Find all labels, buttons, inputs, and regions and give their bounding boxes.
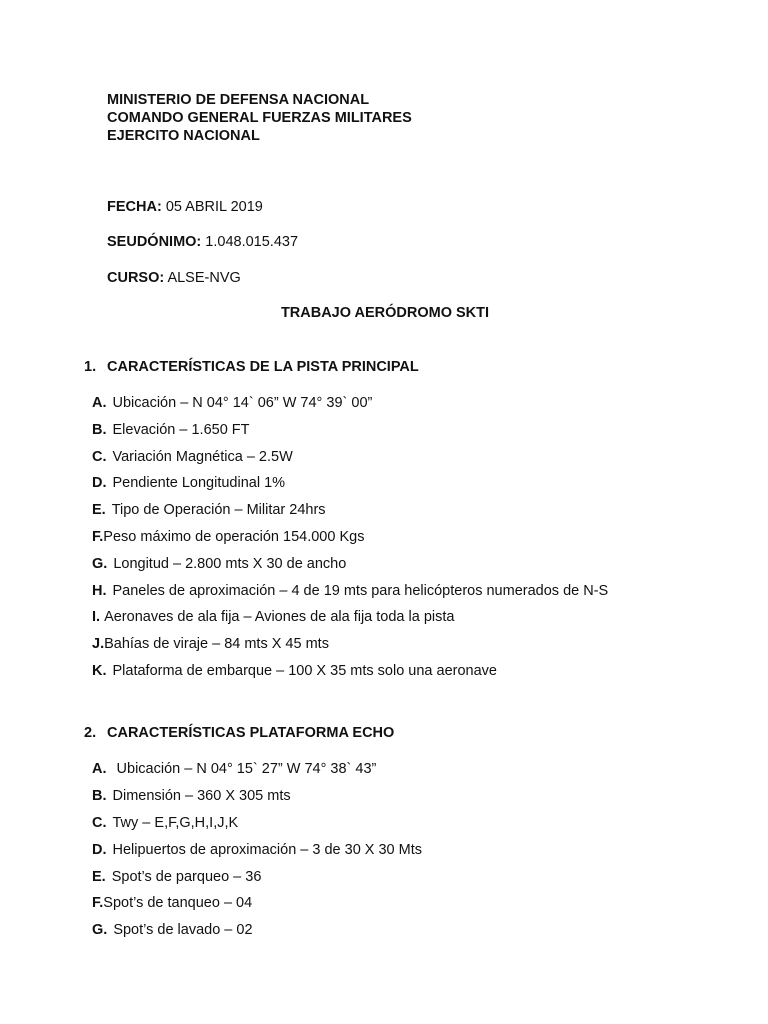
list-item: A. Ubicación – N 04° 14` 06” W 74° 39` 00” bbox=[92, 395, 373, 411]
list-item: B. Dimensión – 360 X 305 mts bbox=[92, 788, 291, 804]
list-item: B. Elevación – 1.650 FT bbox=[92, 422, 250, 438]
list-item: F.Spot’s de tanqueo – 04 bbox=[92, 895, 253, 911]
list-item: H. Paneles de aproximación – 4 de 19 mts para helicópteros numerados de N-S bbox=[92, 583, 609, 599]
meta-curso bbox=[107, 270, 241, 286]
list-item: A. Ubicación – N 04° 15` 27” W 74° 38` 43” bbox=[92, 761, 377, 777]
letterhead-line-command: COMANDO GENERAL FUERZAS MILITARES bbox=[107, 110, 412, 126]
section-heading-1 bbox=[84, 359, 419, 375]
document-title bbox=[0, 305, 768, 321]
document-title-text: TRABAJO AERÓDROMO SKTI bbox=[280, 305, 490, 321]
list-item: C. Twy – E,F,G,H,I,J,K bbox=[92, 815, 239, 831]
section-number: 1. bbox=[84, 359, 97, 375]
list-item: G. Longitud – 2.800 mts X 30 de ancho bbox=[92, 556, 347, 572]
list-item: G. Spot’s de lavado – 02 bbox=[92, 922, 253, 938]
list-item: F.Peso máximo de operación 154.000 Kgs bbox=[92, 529, 365, 545]
letterhead-line-ministry: MINISTERIO DE DEFENSA NACIONAL bbox=[107, 92, 370, 108]
letterhead bbox=[107, 91, 412, 145]
section-number: 2. bbox=[84, 725, 97, 741]
curso-label: CURSO: bbox=[107, 270, 165, 286]
seudonimo-label: SEUDÓNIMO: bbox=[107, 234, 202, 250]
list-item: D. Helipuertos de aproximación – 3 de 30 X 30 Mts bbox=[92, 842, 423, 858]
list-item: E. Spot’s de parqueo – 36 bbox=[92, 869, 262, 885]
list-item: E. Tipo de Operación – Militar 24hrs bbox=[92, 502, 326, 518]
fecha-label: FECHA: bbox=[107, 199, 162, 215]
meta-fecha bbox=[107, 199, 263, 215]
seudonimo-value: 1.048.015.437 bbox=[205, 234, 299, 250]
section-title: CARACTERÍSTICAS DE LA PISTA PRINCIPAL bbox=[107, 359, 419, 375]
section-heading-2 bbox=[84, 725, 394, 741]
list-item: D. Pendiente Longitudinal 1% bbox=[92, 475, 286, 491]
meta-seudonimo bbox=[107, 234, 298, 250]
letterhead-line-army: EJERCITO NACIONAL bbox=[107, 128, 260, 144]
list-item: C. Variación Magnética – 2.5W bbox=[92, 449, 293, 465]
section-title: CARACTERÍSTICAS PLATAFORMA ECHO bbox=[107, 725, 395, 741]
list-item: J.Bahías de viraje – 84 mts X 45 mts bbox=[92, 636, 329, 652]
list-item: I. Aeronaves de ala fija – Aviones de ala fija toda la pista bbox=[92, 609, 455, 625]
curso-value: ALSE-NVG bbox=[167, 270, 241, 286]
list-item: K. Plataforma de embarque – 100 X 35 mts solo una aeronave bbox=[92, 663, 497, 679]
fecha-value: 05 ABRIL 2019 bbox=[165, 199, 263, 215]
